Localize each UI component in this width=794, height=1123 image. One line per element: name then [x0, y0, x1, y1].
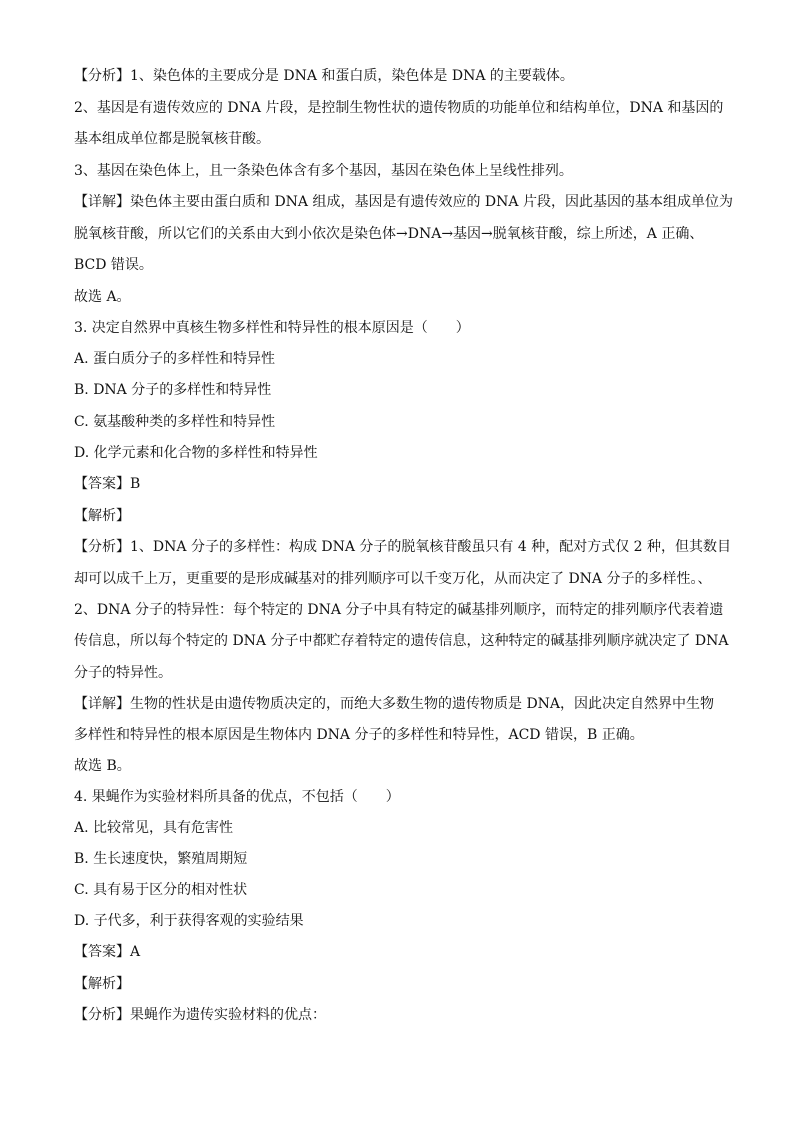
- question-4-answer: 【答案】A: [74, 944, 141, 960]
- text-line: BCD 错误。: [74, 257, 153, 273]
- text-line: 传信息，所以每个特定的 DNA 分子中都贮存着特定的遗传信息，这种特定的碱基排列顺序就决定了 DNA: [74, 633, 729, 649]
- text-line: 基本组成单位都是脱氧核苷酸。: [74, 131, 270, 147]
- text-line: 脱氧核苷酸，所以它们的关系由大到小依次是染色体→DNA→基因→脱氧核苷酸，综上所述，A 正确、: [74, 226, 704, 242]
- question-4-option-d: D. 子代多，利于获得客观的实验结果: [74, 913, 304, 929]
- text-line: 故选 A。: [74, 289, 131, 305]
- question-3-option-c: C. 氨基酸种类的多样性和特异性: [74, 414, 276, 430]
- question-3-option-a: A. 蛋白质分子的多样性和特异性: [74, 351, 276, 367]
- question-3-stem: 3. 决定自然界中真核生物多样性和特异性的根本原因是（ ）: [74, 320, 470, 336]
- text-line: 多样性和特异性的根本原因是生物体内 DNA 分子的多样性和特异性，ACD 错误，B 正确。: [74, 727, 644, 743]
- question-3-explanation-heading: 【解析】: [74, 508, 130, 524]
- text-line: 3、基因在染色体上，且一条染色体含有多个基因，基因在染色体上呈线性排列。: [74, 163, 573, 179]
- text-line: 【分析】果蝇作为遗传实验材料的优点：: [74, 1007, 326, 1023]
- text-line: 分子的特异性。: [74, 665, 172, 681]
- question-4-option-a: A. 比较常见，具有危害性: [74, 820, 234, 836]
- text-line: 【详解】染色体主要由蛋白质和 DNA 组成，基因是有遗传效应的 DNA 片段，因此基因的基本组成单位为: [74, 194, 733, 210]
- text-line: 2、DNA 分子的特异性：每个特定的 DNA 分子中具有特定的碱基排列顺序，而特定的排列顺序代表着遗: [74, 602, 724, 618]
- text-line: 【分析】1、染色体的主要成分是 DNA 和蛋白质，染色体是 DNA 的主要载体。: [74, 68, 574, 84]
- text-line: 【分析】1、DNA 分子的多样性：构成 DNA 分子的脱氧核苷酸虽只有 4 种，配对方式仅 2 种，但其数目: [74, 539, 732, 555]
- question-4-option-b: B. 生长速度快，繁殖周期短: [74, 851, 248, 867]
- question-4-option-c: C. 具有易于区分的相对性状: [74, 882, 248, 898]
- question-3-option-b: B. DNA 分子的多样性和特异性: [74, 382, 272, 398]
- text-line: 2、基因是有遗传效应的 DNA 片段，是控制生物性状的遗传物质的功能单位和结构单位，DNA 和基因的: [74, 100, 724, 116]
- question-3-answer: 【答案】B: [74, 476, 141, 492]
- text-line: 【详解】生物的性状是由遗传物质决定的，而绝大多数生物的遗传物质是 DNA，因此决定自然界中生物: [74, 696, 715, 712]
- question-4-stem: 4. 果蝇作为实验材料所具备的优点，不包括（ ）: [74, 789, 400, 805]
- question-4-explanation-heading: 【解析】: [74, 976, 130, 992]
- text-line: 故选 B。: [74, 758, 131, 774]
- question-3-option-d: D. 化学元素和化合物的多样性和特异性: [74, 445, 318, 461]
- text-line: 却可以成千上万，更重要的是形成碱基对的排列顺序可以千变万化，从而决定了 DNA 分子的多样性。、: [74, 571, 712, 587]
